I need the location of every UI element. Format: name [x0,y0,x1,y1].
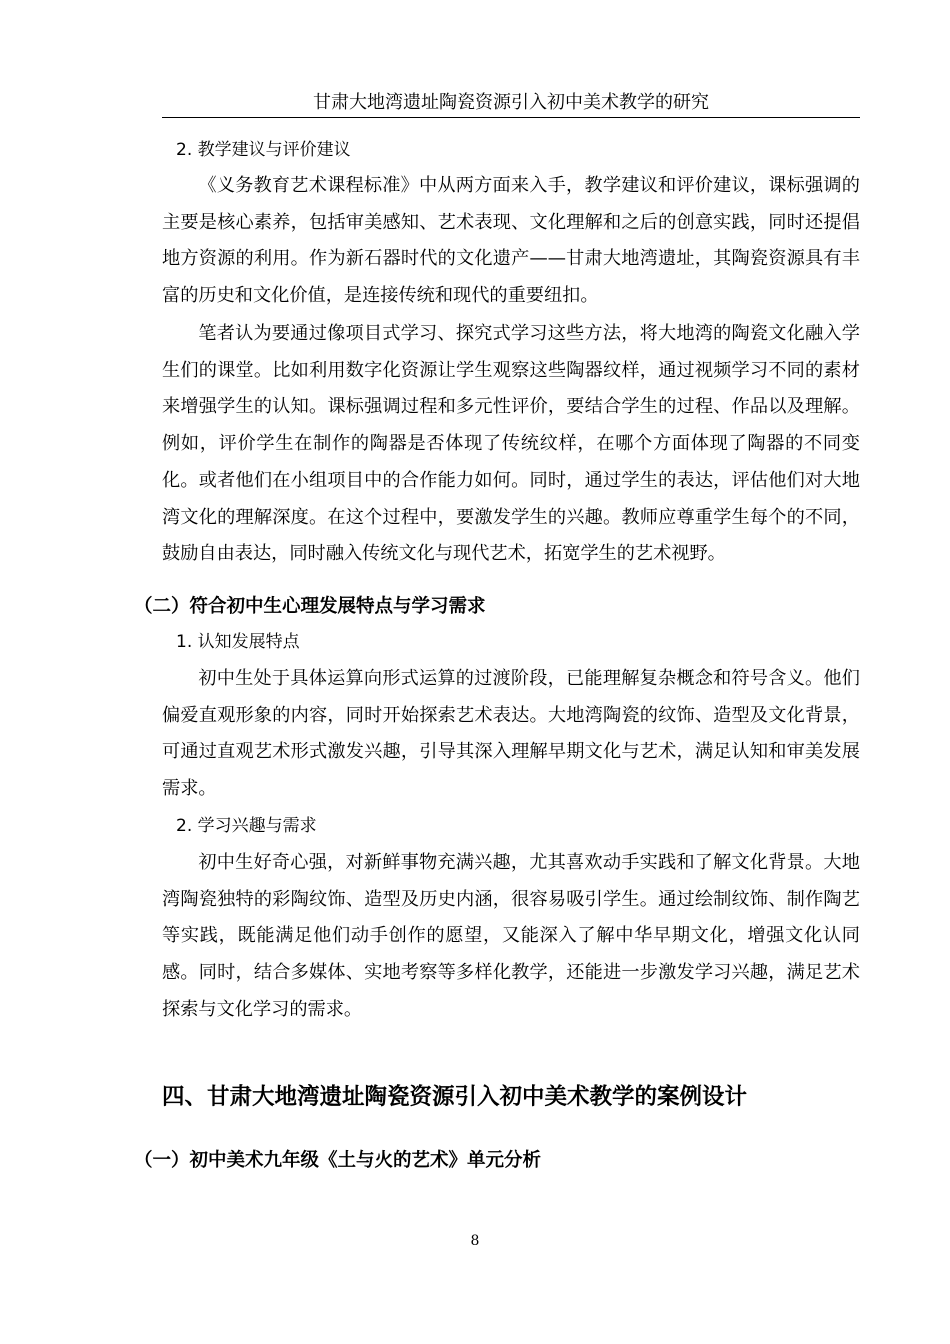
chapter-heading-case-design: 四、甘肃大地湾遗址陶瓷资源引入初中美术教学的案例设计 [162,1084,748,1110]
running-header-title: 甘肃大地湾遗址陶瓷资源引入初中美术教学的研究 [313,92,709,113]
paragraph-cognitive-development: 初中生处于具体运算向形式运算的过渡阶段，已能理解复杂概念和符号含义。他们偏爱直观形象的内容，同时开始探索艺术表达。大地湾陶瓷的纹饰、造型及文化背景，可通过直观艺术形式激发兴趣，引导其深入理解早期文化与艺术，满足认知和审美发展需求。 [162,668,860,800]
section-heading-unit-analysis: （一）初中美术九年级《土与火的艺术》单元分析 [134,1150,542,1171]
subheading-teaching-suggestions: 2. 教学建议与评价建议 [176,140,351,160]
subheading-cognitive-development: 1. 认知发展特点 [176,632,300,652]
section-heading-psychology: （二）符合初中生心理发展特点与学习需求 [134,596,486,617]
paragraph-curriculum-standard: 《义务教育艺术课程标准》中从两方面来入手，教学建议和评价建议，课标强调的主要是核心素养，包括审美感知、艺术表现、文化理解和之后的创意实践，同时还提倡地方资源的利用。作为新石器时代的文化遗产——甘肃大地湾遗址，其陶瓷资源具有丰富的历史和文化价值，是连接传统和现代的重要纽扣。 [162,175,860,307]
paragraph-teaching-methods: 笔者认为要通过像项目式学习、探究式学习这些方法，将大地湾的陶瓷文化融入学生们的课堂。比如利用数字化资源让学生观察这些陶器纹样，通过视频学习不同的素材来增强学生的认知。课标强调过程和多元性评价，要结合学生的过程、作品以及理解。例如，评价学生在制作的陶器是否体现了传统纹样，在哪个方面体现了陶器的不同变化。或者他们在小组项目中的合作能力如何。同时，通过学生的表达，评估他们对大地湾文化的理解深度。在这个过程中，要激发学生的兴趣。教师应尊重学生每个的不同，鼓励自由表达，同时融入传统文化与现代艺术，拓宽学生的艺术视野。 [162,323,860,565]
paragraph-learning-interest: 初中生好奇心强，对新鲜事物充满兴趣，尤其喜欢动手实践和了解文化背景。大地湾陶瓷独特的彩陶纹饰、造型及历史内涵，很容易吸引学生。通过绘制纹饰、制作陶艺等实践，既能满足他们动手创作的愿望，又能深入了解中华早期文化，增强文化认同感。同时，结合多媒体、实地考察等多样化教学，还能进一步激发学习兴趣，满足艺术探索与文化学习的需求。 [162,852,860,1020]
running-header [162,93,860,118]
page-number: 8 [470,1233,480,1249]
subheading-learning-interest: 2. 学习兴趣与需求 [176,816,317,836]
